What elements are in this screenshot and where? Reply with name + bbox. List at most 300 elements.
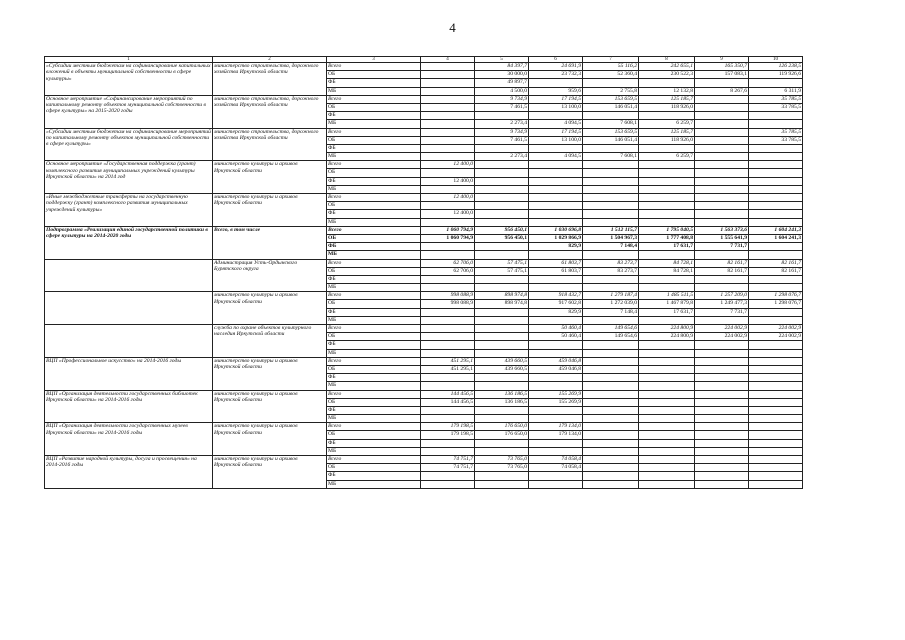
executor-name: министерство культуры и архивов Иркутской области xyxy=(213,292,327,325)
amount-cell: 4 094,5 xyxy=(529,120,583,128)
amount-cell: 7 731,7 xyxy=(695,243,749,251)
column-number: 1 xyxy=(45,57,213,63)
amount-cell: 155 269,9 xyxy=(529,390,583,398)
column-number: 6 xyxy=(529,57,583,63)
amount-cell: 179 134,0 xyxy=(529,431,583,439)
funding-source: ФБ xyxy=(327,406,421,414)
amount-cell: 998 088,9 xyxy=(421,300,475,308)
amount-cell xyxy=(639,365,695,373)
amount-cell xyxy=(749,275,803,283)
amount-cell: 179 198,5 xyxy=(421,431,475,439)
amount-cell xyxy=(749,398,803,406)
amount-cell xyxy=(421,439,475,447)
amount-cell xyxy=(639,169,695,177)
amount-cell xyxy=(475,112,529,120)
amount-cell: 74 751,7 xyxy=(421,456,475,464)
funding-source: Всего xyxy=(327,194,421,202)
funding-source: МБ xyxy=(327,284,421,292)
amount-cell xyxy=(695,210,749,218)
amount-cell: 2 273,4 xyxy=(475,153,529,161)
amount-cell: 136 186,5 xyxy=(475,398,529,406)
amount-cell xyxy=(583,112,639,120)
amount-cell: 33 785,5 xyxy=(749,136,803,144)
amount-cell xyxy=(421,136,475,144)
amount-cell: 1 249 477,3 xyxy=(695,300,749,308)
amount-cell xyxy=(695,456,749,464)
table-row xyxy=(45,95,803,103)
executor-name: министерство культуры и архивов Иркутской области xyxy=(213,194,327,227)
amount-cell xyxy=(695,415,749,423)
amount-cell xyxy=(639,349,695,357)
amount-cell: 2 273,4 xyxy=(475,120,529,128)
amount-cell xyxy=(583,79,639,87)
amount-cell xyxy=(583,464,639,472)
funding-source: МБ xyxy=(327,87,421,95)
amount-cell xyxy=(639,112,695,120)
funding-source: ОБ xyxy=(327,267,421,275)
amount-cell: 12 400,0 xyxy=(421,161,475,169)
amount-cell xyxy=(639,284,695,292)
amount-cell: 146 051,4 xyxy=(583,136,639,144)
amount-cell xyxy=(475,333,529,341)
amount-cell: 155 269,9 xyxy=(529,398,583,406)
amount-cell xyxy=(639,456,695,464)
funding-source: Всего xyxy=(327,226,421,234)
amount-cell xyxy=(529,112,583,120)
amount-cell xyxy=(529,144,583,152)
amount-cell xyxy=(529,472,583,480)
amount-cell xyxy=(583,316,639,324)
amount-cell xyxy=(695,439,749,447)
amount-cell xyxy=(639,406,695,414)
amount-cell: 1 563 373,6 xyxy=(695,226,749,234)
funding-source: ОБ xyxy=(327,169,421,177)
amount-cell xyxy=(695,406,749,414)
amount-cell xyxy=(749,177,803,185)
amount-cell xyxy=(639,480,695,488)
amount-cell: 9 734,9 xyxy=(475,128,529,136)
amount-cell: 451 295,1 xyxy=(421,365,475,373)
amount-cell xyxy=(421,415,475,423)
amount-cell xyxy=(749,406,803,414)
amount-cell xyxy=(529,447,583,455)
amount-cell xyxy=(529,316,583,324)
executor-name: Всего, в том числе xyxy=(213,226,327,259)
funding-source: Всего xyxy=(327,128,421,136)
amount-cell: 165 350,7 xyxy=(695,63,749,71)
amount-cell: 918 432,7 xyxy=(529,292,583,300)
table-row xyxy=(45,390,803,398)
amount-cell xyxy=(695,202,749,210)
amount-cell: 1 030 696,8 xyxy=(529,226,583,234)
funding-source: ОБ xyxy=(327,71,421,79)
executor-name: министерство культуры и архивов Иркутской области xyxy=(213,423,327,456)
amount-cell xyxy=(583,431,639,439)
amount-cell: 1 060 794,9 xyxy=(421,226,475,234)
amount-cell xyxy=(421,325,475,333)
funding-source: МБ xyxy=(327,415,421,423)
amount-cell: 179 134,0 xyxy=(529,423,583,431)
amount-cell: 84 728,1 xyxy=(639,267,695,275)
amount-cell xyxy=(639,357,695,365)
column-number: 10 xyxy=(749,57,803,63)
measure-name: «Субсидии местным бюджетам на софинансирование капитальных вложений в объекты муниципальной собственности в сфере культуры» xyxy=(45,63,213,96)
amount-cell xyxy=(475,480,529,488)
amount-cell: 74 058,4 xyxy=(529,456,583,464)
amount-cell xyxy=(695,112,749,120)
executor-name: служба по охране объектов культурного наследия Иркутской области xyxy=(213,325,327,358)
amount-cell xyxy=(749,447,803,455)
amount-cell xyxy=(695,136,749,144)
amount-cell: 13 100,0 xyxy=(529,103,583,111)
amount-cell xyxy=(421,333,475,341)
amount-cell xyxy=(583,349,639,357)
amount-cell xyxy=(639,202,695,210)
amount-cell xyxy=(529,275,583,283)
measure-name xyxy=(45,325,213,358)
funding-source: Всего xyxy=(327,95,421,103)
amount-cell xyxy=(695,251,749,259)
amount-cell xyxy=(475,374,529,382)
amount-cell xyxy=(749,161,803,169)
amount-cell xyxy=(695,177,749,185)
amount-cell: 73 765,0 xyxy=(475,464,529,472)
amount-cell: 50 460,4 xyxy=(529,325,583,333)
amount-cell: 157 083,1 xyxy=(695,71,749,79)
amount-cell: 144 456,5 xyxy=(421,398,475,406)
amount-cell xyxy=(749,120,803,128)
amount-cell xyxy=(529,185,583,193)
amount-cell xyxy=(475,308,529,316)
amount-cell xyxy=(421,63,475,71)
amount-cell: 35 785,5 xyxy=(749,128,803,136)
amount-cell xyxy=(583,398,639,406)
amount-cell: 83 273,7 xyxy=(583,267,639,275)
table-row xyxy=(45,325,803,333)
amount-cell xyxy=(583,169,639,177)
amount-cell: 1 604 241,3 xyxy=(749,226,803,234)
amount-cell: 224 002,9 xyxy=(695,333,749,341)
amount-cell xyxy=(639,185,695,193)
amount-cell xyxy=(695,398,749,406)
amount-cell xyxy=(695,374,749,382)
amount-cell xyxy=(749,210,803,218)
amount-cell xyxy=(529,169,583,177)
executor-name: министерство культуры и архивов Иркутской области xyxy=(213,161,327,194)
amount-cell: 82 161,7 xyxy=(695,259,749,267)
amount-cell xyxy=(749,185,803,193)
amount-cell xyxy=(749,439,803,447)
table-row xyxy=(45,226,803,234)
amount-cell: 1 485 511,5 xyxy=(639,292,695,300)
amount-cell xyxy=(421,472,475,480)
amount-cell: 82 161,7 xyxy=(695,267,749,275)
funding-source: ФБ xyxy=(327,275,421,283)
measure-name xyxy=(45,292,213,325)
amount-cell xyxy=(695,185,749,193)
amount-cell: 4 500,0 xyxy=(475,87,529,95)
funding-source: МБ xyxy=(327,316,421,324)
amount-cell: 7 461,5 xyxy=(475,103,529,111)
amount-cell: 1 298 076,7 xyxy=(749,292,803,300)
amount-cell: 17 631,7 xyxy=(639,308,695,316)
amount-cell xyxy=(583,194,639,202)
amount-cell xyxy=(583,415,639,423)
amount-cell xyxy=(529,406,583,414)
amount-cell: 30 000,0 xyxy=(475,71,529,79)
amount-cell: 61 803,7 xyxy=(529,259,583,267)
amount-cell: 829,9 xyxy=(529,243,583,251)
amount-cell: 23 732,3 xyxy=(529,71,583,79)
amount-cell: 451 295,1 xyxy=(421,357,475,365)
amount-cell xyxy=(421,251,475,259)
funding-source: ОБ xyxy=(327,234,421,242)
amount-cell xyxy=(475,349,529,357)
amount-cell xyxy=(695,103,749,111)
amount-cell xyxy=(583,161,639,169)
amount-cell xyxy=(749,390,803,398)
amount-cell xyxy=(475,177,529,185)
amount-cell: 7 608,1 xyxy=(583,120,639,128)
amount-cell xyxy=(639,382,695,390)
funding-source: ОБ xyxy=(327,202,421,210)
amount-cell: 73 765,0 xyxy=(475,456,529,464)
amount-cell xyxy=(529,177,583,185)
amount-cell: 6 259,7 xyxy=(639,120,695,128)
amount-cell xyxy=(749,169,803,177)
amount-cell: 829,9 xyxy=(529,308,583,316)
funding-source: ОБ xyxy=(327,333,421,341)
amount-cell xyxy=(639,341,695,349)
amount-cell: 1 777 408,8 xyxy=(639,234,695,242)
amount-cell: 8 267,6 xyxy=(695,87,749,95)
amount-cell xyxy=(529,194,583,202)
amount-cell: 7 148,4 xyxy=(583,308,639,316)
amount-cell: 459 046,8 xyxy=(529,365,583,373)
amount-cell: 12 132,8 xyxy=(639,87,695,95)
amount-cell: 62 706,0 xyxy=(421,267,475,275)
executor-name: министерство культуры и архивов Иркутской области xyxy=(213,456,327,489)
funding-source: МБ xyxy=(327,382,421,390)
amount-cell xyxy=(421,79,475,87)
amount-cell: 917 602,8 xyxy=(529,300,583,308)
amount-cell: 149 654,6 xyxy=(583,325,639,333)
amount-cell xyxy=(749,79,803,87)
amount-cell xyxy=(695,153,749,161)
amount-cell xyxy=(695,464,749,472)
amount-cell xyxy=(421,144,475,152)
amount-cell xyxy=(583,185,639,193)
amount-cell xyxy=(421,243,475,251)
amount-cell: 35 785,5 xyxy=(749,95,803,103)
amount-cell xyxy=(475,218,529,226)
amount-cell xyxy=(583,144,639,152)
amount-cell xyxy=(695,284,749,292)
amount-cell xyxy=(695,447,749,455)
amount-cell: 17 631,7 xyxy=(639,243,695,251)
amount-cell xyxy=(421,447,475,455)
amount-cell xyxy=(695,95,749,103)
amount-cell xyxy=(583,275,639,283)
amount-cell xyxy=(749,365,803,373)
amount-cell xyxy=(421,218,475,226)
amount-cell: 439 660,5 xyxy=(475,357,529,365)
amount-cell: 118 926,0 xyxy=(639,136,695,144)
amount-cell xyxy=(749,464,803,472)
funding-source: МБ xyxy=(327,480,421,488)
amount-cell xyxy=(695,431,749,439)
column-number: 4 xyxy=(421,57,475,63)
funding-source: ОБ xyxy=(327,398,421,406)
amount-cell: 1 555 641,9 xyxy=(695,234,749,242)
amount-cell xyxy=(529,480,583,488)
amount-cell xyxy=(749,341,803,349)
funding-source: ОБ xyxy=(327,136,421,144)
funding-source: Всего xyxy=(327,325,421,333)
budget-table xyxy=(44,56,803,489)
amount-cell xyxy=(529,439,583,447)
amount-cell: 12 400,0 xyxy=(421,194,475,202)
amount-cell xyxy=(695,128,749,136)
amount-cell xyxy=(529,210,583,218)
amount-cell: 179 198,5 xyxy=(421,423,475,431)
amount-cell xyxy=(749,202,803,210)
amount-cell: 153 659,5 xyxy=(583,128,639,136)
amount-cell xyxy=(475,341,529,349)
amount-cell xyxy=(749,308,803,316)
amount-cell xyxy=(421,95,475,103)
funding-source: ФБ xyxy=(327,177,421,185)
amount-cell xyxy=(749,144,803,152)
amount-cell xyxy=(421,202,475,210)
executor-name: Администрация Усть-Ордынского Бурятского округа xyxy=(213,259,327,292)
funding-source: ОБ xyxy=(327,300,421,308)
amount-cell xyxy=(421,349,475,357)
amount-cell xyxy=(583,251,639,259)
amount-cell: 52 360,4 xyxy=(583,71,639,79)
funding-source: Всего xyxy=(327,63,421,71)
amount-cell: 55 116,2 xyxy=(583,63,639,71)
amount-cell: 149 654,6 xyxy=(583,333,639,341)
amount-cell xyxy=(475,406,529,414)
funding-source: МБ xyxy=(327,120,421,128)
amount-cell xyxy=(475,194,529,202)
funding-source: ФБ xyxy=(327,243,421,251)
amount-cell xyxy=(421,112,475,120)
amount-cell: 57 475,1 xyxy=(475,267,529,275)
column-number: 9 xyxy=(695,57,749,63)
amount-cell: 224 800,9 xyxy=(639,325,695,333)
amount-cell: 1 279 187,4 xyxy=(583,292,639,300)
funding-source: ФБ xyxy=(327,472,421,480)
amount-cell xyxy=(529,374,583,382)
amount-cell xyxy=(529,218,583,226)
amount-cell xyxy=(475,185,529,193)
amount-cell xyxy=(695,161,749,169)
funding-source: ФБ xyxy=(327,79,421,87)
table-row xyxy=(45,63,803,71)
amount-cell xyxy=(639,447,695,455)
amount-cell xyxy=(695,480,749,488)
amount-cell: 1 272 039,0 xyxy=(583,300,639,308)
table-row xyxy=(45,357,803,365)
amount-cell xyxy=(583,177,639,185)
amount-cell xyxy=(695,144,749,152)
amount-cell: 49 897,7 xyxy=(475,79,529,87)
column-number: 2 xyxy=(213,57,327,63)
amount-cell xyxy=(421,480,475,488)
amount-cell xyxy=(639,177,695,185)
amount-cell xyxy=(583,341,639,349)
amount-cell: 33 785,5 xyxy=(749,103,803,111)
measure-name: ВЦП «Развитие народной культуры, досуга и просвещения» на 2014-2016 годы xyxy=(45,456,213,489)
amount-cell: 1 504 967,3 xyxy=(583,234,639,242)
amount-cell: 9 734,9 xyxy=(475,95,529,103)
amount-cell: 12 400,0 xyxy=(421,177,475,185)
amount-cell xyxy=(583,202,639,210)
funding-source: ФБ xyxy=(327,144,421,152)
amount-cell xyxy=(475,275,529,283)
amount-cell: 176 650,0 xyxy=(475,423,529,431)
amount-cell xyxy=(695,390,749,398)
amount-cell xyxy=(529,161,583,169)
amount-cell: 126 238,5 xyxy=(749,63,803,71)
amount-cell xyxy=(695,79,749,87)
funding-source: ФБ xyxy=(327,112,421,120)
amount-cell xyxy=(529,251,583,259)
amount-cell xyxy=(529,341,583,349)
amount-cell xyxy=(475,415,529,423)
funding-source: МБ xyxy=(327,218,421,226)
amount-cell xyxy=(583,357,639,365)
amount-cell xyxy=(421,341,475,349)
amount-cell xyxy=(475,382,529,390)
amount-cell xyxy=(583,456,639,464)
amount-cell xyxy=(475,472,529,480)
amount-cell: 62 706,0 xyxy=(421,259,475,267)
amount-cell xyxy=(583,284,639,292)
amount-cell: 439 660,5 xyxy=(475,365,529,373)
amount-cell xyxy=(421,316,475,324)
amount-cell: 956 450,1 xyxy=(475,226,529,234)
amount-cell xyxy=(695,194,749,202)
amount-cell xyxy=(695,120,749,128)
amount-cell: 119 926,6 xyxy=(749,71,803,79)
amount-cell xyxy=(421,71,475,79)
amount-cell xyxy=(639,398,695,406)
amount-cell: 176 650,0 xyxy=(475,431,529,439)
amount-cell: 1 060 794,9 xyxy=(421,234,475,242)
funding-source: Всего xyxy=(327,161,421,169)
amount-cell xyxy=(583,382,639,390)
amount-cell xyxy=(749,415,803,423)
page-number: 4 xyxy=(449,20,456,35)
amount-cell xyxy=(639,144,695,152)
amount-cell xyxy=(749,431,803,439)
amount-cell: 57 475,1 xyxy=(475,259,529,267)
amount-cell xyxy=(749,316,803,324)
amount-cell: 7 148,4 xyxy=(583,243,639,251)
amount-cell xyxy=(475,447,529,455)
amount-cell xyxy=(749,472,803,480)
amount-cell xyxy=(421,103,475,111)
amount-cell xyxy=(749,382,803,390)
funding-source: ФБ xyxy=(327,210,421,218)
funding-source: ФБ xyxy=(327,308,421,316)
amount-cell xyxy=(749,153,803,161)
amount-cell: 24 691,9 xyxy=(529,63,583,71)
amount-cell xyxy=(695,275,749,283)
